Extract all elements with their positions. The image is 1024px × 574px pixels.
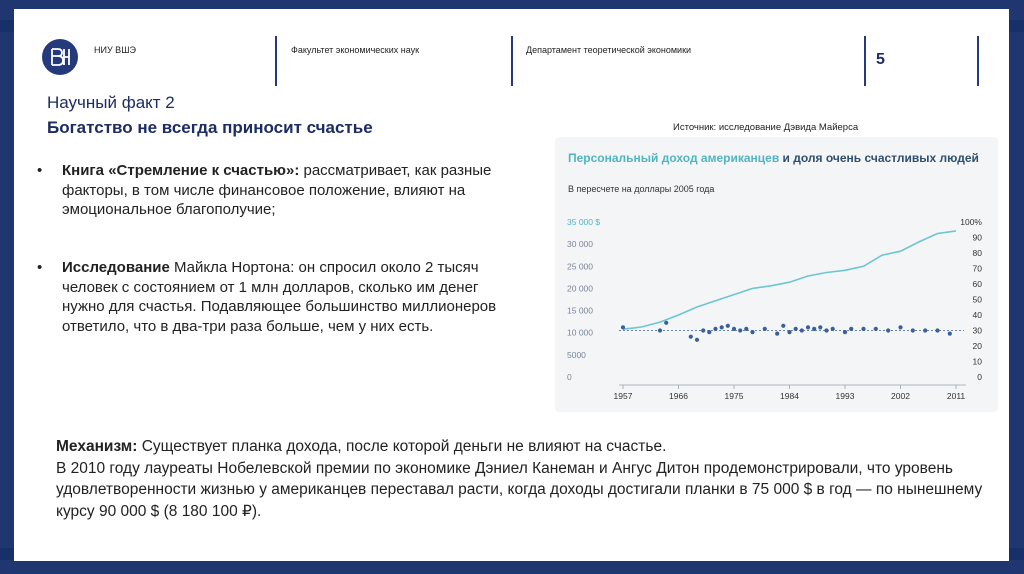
bullet-bold: Книга «Стремление к счастью»: — [62, 162, 300, 179]
y-right-tick-label: 40 — [972, 310, 982, 320]
income-line — [623, 231, 956, 329]
bullet-item-book — [37, 161, 507, 220]
happiness-point — [621, 325, 625, 329]
happiness-point — [812, 327, 816, 331]
header-divider-2 — [511, 36, 513, 86]
chart-title-part1: Персональный доход американцев — [568, 151, 780, 165]
happiness-point — [732, 327, 736, 331]
happiness-point — [726, 324, 730, 328]
y-left-tick-label: 10 000 — [567, 327, 593, 338]
y-right-tick-label: 10 — [972, 356, 982, 367]
happiness-point — [664, 321, 668, 325]
happiness-point — [843, 330, 847, 334]
happiness-point — [948, 332, 952, 336]
bullet-icon: • — [37, 259, 43, 276]
mechanism-line — [56, 436, 996, 458]
y-left-tick-label: 25 000 — [567, 261, 593, 272]
y-left-tick-label: 35 000 $ — [567, 217, 601, 227]
chart-subtitle: В пересчете на доллары 2005 года — [568, 184, 715, 194]
department-name: Департамент теоретической экономики — [526, 45, 692, 55]
happiness-point — [806, 325, 810, 329]
fact-label: Научный факт 2 — [47, 93, 175, 112]
happiness-point — [701, 328, 705, 332]
y-right-tick-label: 90 — [972, 232, 982, 243]
happiness-point — [658, 328, 662, 332]
y-right-tick-label: 70 — [972, 263, 982, 274]
happiness-point — [781, 324, 785, 328]
y-left-tick-label: 5000 — [567, 349, 586, 360]
happiness-point — [886, 328, 890, 332]
x-tick-label: 1984 — [780, 391, 799, 401]
y-right-tick-label: 0 — [977, 372, 982, 382]
happiness-point — [874, 327, 878, 331]
happiness-point — [775, 332, 779, 336]
happiness-point — [713, 327, 717, 331]
mechanism-block — [56, 436, 996, 522]
page-number: 5 — [876, 51, 885, 68]
y-right-tick-label: 20 — [972, 341, 982, 351]
y-left-tick-label: 20 000 — [567, 283, 593, 294]
y-left-tick-label: 15 000 — [567, 305, 593, 316]
happiness-point — [923, 328, 927, 332]
happiness-point — [818, 325, 822, 329]
x-tick-label: 1975 — [724, 391, 744, 401]
faculty-name: Факультет экономических наук — [291, 45, 420, 55]
nobel-text: В 2010 году лауреаты Нобелевской премии по экономике Дэниел Канеман и Ангус Дитон продемонстрировали, что уровень удовлетворенности жизнью у американцев переставал расти, когда доходы достигали планки в 75 000 $ в год — по нынешнему курсу 90 000 $ (8 180 100 ₽). — [56, 459, 983, 520]
happiness-point — [824, 328, 828, 332]
happiness-point — [787, 330, 791, 334]
y-right-tick-label: 100% — [960, 217, 982, 227]
happiness-point — [849, 327, 853, 331]
hse-logo-icon — [42, 39, 78, 75]
happiness-point — [898, 325, 902, 329]
happiness-point — [750, 330, 754, 334]
header-divider-3 — [864, 36, 866, 86]
happiness-point — [861, 327, 865, 331]
chart-source: Источник: исследование Дэвида Майерса — [673, 122, 859, 133]
chart-panel — [555, 137, 998, 412]
header-divider-1 — [275, 36, 277, 86]
x-tick-label: 2011 — [946, 391, 966, 401]
page-title: Богатство не всегда приносит счастье — [47, 118, 373, 137]
bullet-bold: Исследование — [62, 259, 170, 276]
happiness-point — [707, 330, 711, 334]
happiness-point — [744, 327, 748, 331]
happiness-point — [794, 327, 798, 331]
y-right-tick-label: 50 — [972, 294, 982, 305]
happiness-point — [935, 328, 939, 332]
happiness-point — [689, 335, 693, 339]
y-left-tick-label: 0 — [567, 372, 572, 382]
org-name: НИУ ВШЭ — [94, 45, 136, 55]
header-divider-4 — [977, 36, 979, 86]
happiness-point — [738, 328, 742, 332]
mechanism-text: Существует планка дохода, после которой деньги не влияют на счастье. — [137, 438, 667, 455]
happiness-point — [911, 328, 915, 332]
happiness-point — [695, 338, 699, 342]
x-tick-label: 2002 — [891, 391, 910, 401]
happiness-point — [800, 328, 804, 332]
bullet-text: рассматривает, как разные факторы, в том числе финансовое положение, влияют на эмоциональное благополучие; — [62, 162, 492, 218]
bullet-item-study — [37, 258, 507, 336]
bullet-text: Майкла Нортона: он спросил около 2 тысяч человек с состоянием от 1 млн долларов, сколько им денег нужно для счастья. Подавляющее большинство миллионеров ответило, что в два-три раза больше, чем у них есть. — [62, 259, 497, 335]
x-tick-label: 1993 — [835, 391, 855, 401]
chart-title-part2: и доля очень счастливых людей — [782, 151, 979, 165]
mechanism-label: Механизм: — [56, 438, 138, 455]
y-right-tick-label: 30 — [972, 325, 982, 336]
happiness-point — [831, 327, 835, 331]
happiness-point — [720, 325, 724, 329]
y-left-tick-label: 30 000 — [567, 239, 593, 250]
happiness-point — [763, 327, 767, 331]
chart-plot — [555, 137, 998, 412]
bullet-icon: • — [37, 162, 43, 179]
slide — [14, 9, 1009, 561]
y-right-tick-label: 60 — [972, 279, 982, 289]
x-tick-label: 1966 — [669, 391, 688, 401]
x-tick-label: 1957 — [613, 391, 633, 401]
y-right-tick-label: 80 — [972, 248, 982, 258]
